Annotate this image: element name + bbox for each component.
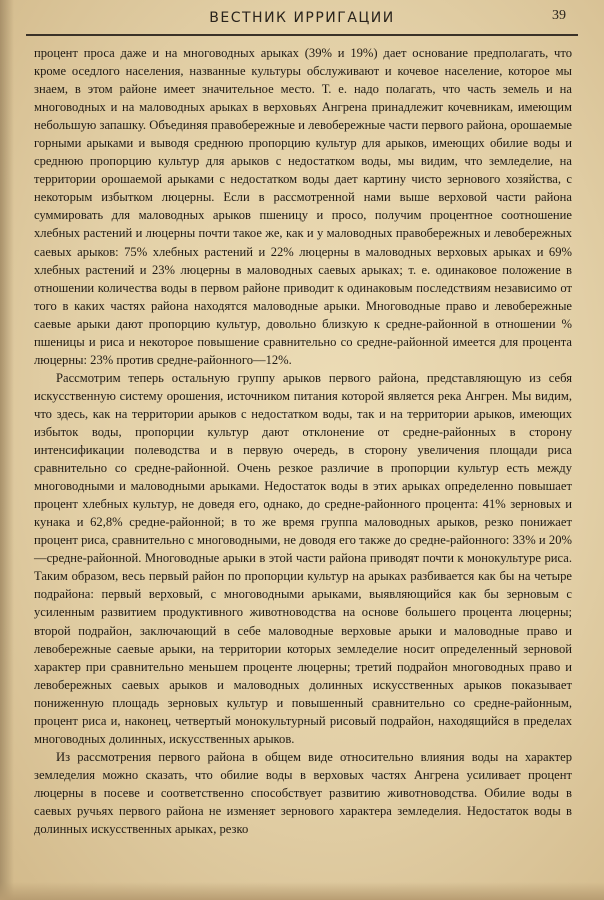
running-title: ВЕСТНИК ИРРИГАЦИИ bbox=[209, 10, 395, 26]
paragraph-2: Рассмотрим теперь остальную группу арыков первого района, представляющую из себя искусственную систему орошения, источником питания которой является река Ангрен. Мы видим, что здесь, как на территории арыков с недостатком воды, так и на территории арыков, имеющих избыток воды, пропорции культур дают отклонение от средне-районных в сторону интенсификации полеводства и в первую очередь, в сторону увеличения площади риса сравнительно со средне-районной. Очень резкое различие в пропорции культур есть между многоводными и маловодными арыками. Недостаток воды в этих арыках определенно повышает процент хлебных культур, не доведя его, однако, до средне-районного процента: 41% зерновых и кунака и 62,8% средне-районной; в то же время группа маловодных арыков, резко понижает процент риса, сравнительно с многоводными, не доводя его также до средне-районного: 33% и 20%—средне-районной. Многоводные арыки в этой части района приводят почти к монокультуре риса. Таким образом, весь первый район по пропорции культур на арыках разбивается как бы на четыре подрайона: первый верховый, с многоводными арыками, выявляющийся как бы зерновым с усиленным развитием продуктивного животноводства на основе большего процента люцерны; второй подрайон, заключающий в себе маловодные верховые арыки и маловодные право и левобережные саевые арыки, на территории которых земледелие носит определенный зерновой характер при сравнительно меньшем проценте люцерны; третий подрайон многоводных право и левобережных саевых арыков и маловодных долинных искусственных арыков показывает пониженную площадь зерновых культур и повышенный сравнительно со средне-районным, процент риса и, наконец, четвертый монокультурный рисовый подрайон, находящийся в пределах многоводных долинных, искусственных арыков. bbox=[34, 370, 572, 746]
body-text bbox=[34, 44, 572, 838]
header-rule bbox=[26, 34, 578, 36]
page-number: 39 bbox=[552, 8, 566, 23]
page-header bbox=[30, 6, 574, 34]
paragraph-1: процент проса даже и на многоводных арыках (39% и 19%) дает основание предполагать, что кроме оседлого населения, названные культуры обслуживают и кочевое население, которое мы знаем, в этом районе имеет значительное место. Т. е. надо полагать, что часть земель и на многоводных и на маловодных арыках в верховьях Ангрена принадлежит кочевникам, имеющим небольшую запашку. Объединяя правобережные и левобережные части первого района, орошаемые горными арыками и выводя среднюю пропорцию культур для арыков, имеющих обилие воды и среднюю пропорцию культур для арыков с недостатком воды, мы видим, что земледелие, на территории орошаемой арыками с недостатком воды дает картину чисто зернового хозяйства, с некоторым избытком люцерны. Если в рассмотренной нами выше верховой части района суммировать для маловодных арыков пшеницу и просо, получим процентное соотношение хлебных растений и люцерны почти такое же, как и у маловодных правобережных и левобережных саевых арыков: 75% хлебных растений и 22% люцерны в маловодных верховых арыках и 69% хлебных растений и 23% люцерны в маловодных саевых арыках; т. е. одинаковое положение в отношении количества воды в первом районе приводит к одинаковым последствиям независимо от того в каких частях района находятся маловодные арыки. Многоводные право и левобережные саевые арыки дают пропорцию культур, довольно близкую к средне-районной в отношении % пшеницы и риса и некоторое повышение сравнительно со средне-районной имеется для процента люцерны: 23% против средне-районного—12%. bbox=[34, 46, 572, 367]
paragraph-3: Из рассмотрения первого района в общем виде относительно влияния воды на характер земледелия можно сказать, что обилие воды в верховых частях Ангрена усиливает процент люцерны в посеве и соответственно способствует развитию животноводства. Обилие воды в саевых ручьях первого района не изменяет зернового характера земледелия. Недостаток воды в долинных искусственных арыках, резко bbox=[34, 749, 572, 837]
